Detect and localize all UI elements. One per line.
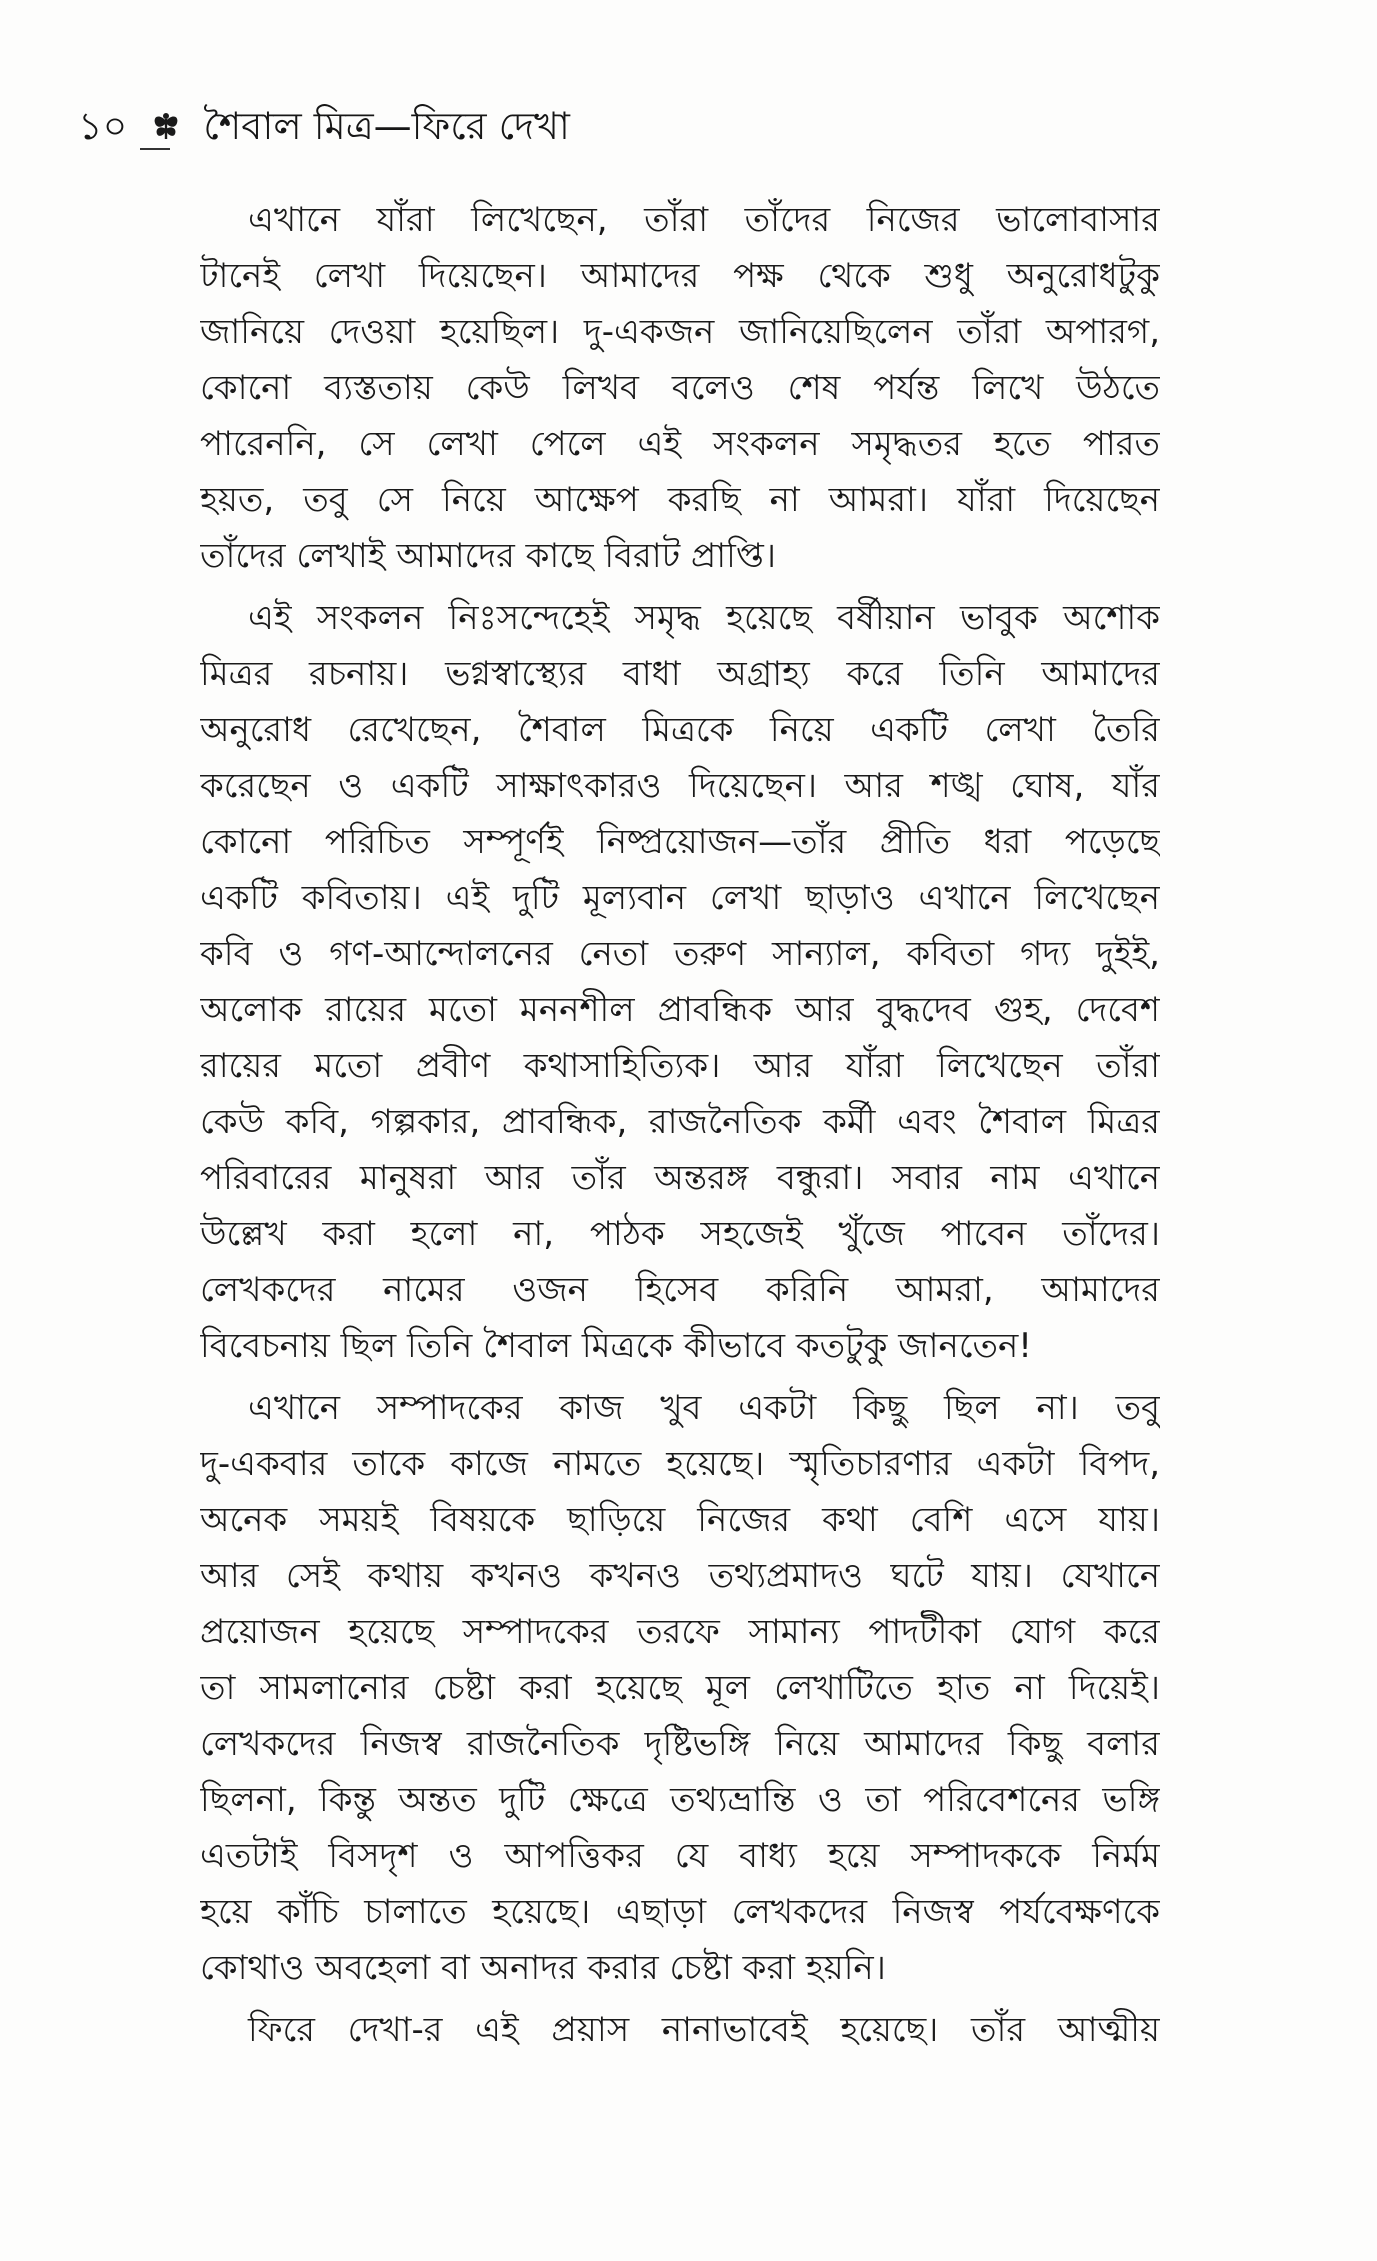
- text-line: মিত্রর রচনায়। ভগ্নস্বাস্থ্যের বাধা অগ্রাহ্য করে তিনি আমাদের: [200, 654, 1160, 694]
- leaf-ornament-icon: [149, 109, 183, 143]
- running-head: [78, 96, 570, 156]
- text-line: এতটাই বিসদৃশ ও আপত্তিকর যে বাধ্য হয়ে সম্পাদককে নির্মম: [200, 1836, 1160, 1876]
- text-line: দু-একবার তাকে কাজে নামতে হয়েছে। স্মৃতিচারণার একটা বিপদ,: [200, 1444, 1160, 1484]
- text-line: কোনো ব্যস্ততায় কেউ লিখব বলেও শেষ পর্যন্ত লিখে উঠতে: [200, 368, 1160, 408]
- text-line: এখানে সম্পাদকের কাজ খুব একটা কিছু ছিল না। তবু: [248, 1388, 1160, 1428]
- text-line: হয়ত, তবু সে নিয়ে আক্ষেপ করছি না আমরা। যাঁরা দিয়েছেন: [200, 480, 1160, 520]
- page-number: ১০: [78, 104, 128, 148]
- text-line: তাঁদের লেখাই আমাদের কাছে বিরাট প্রাপ্তি।: [200, 536, 776, 576]
- text-line: লেখকদের নিজস্ব রাজনৈতিক দৃষ্টিভঙ্গি নিয়ে আমাদের কিছু বলার: [200, 1724, 1160, 1764]
- text-line: জানিয়ে দেওয়া হয়েছিল। দু-একজন জানিয়েছিলেন তাঁরা অপারগ,: [200, 312, 1160, 352]
- text-line: একটি কবিতায়। এই দুটি মূল্যবান লেখা ছাড়াও এখানে লিখেছেন: [200, 878, 1160, 918]
- text-line: রায়ের মতো প্রবীণ কথাসাহিত্যিক। আর যাঁরা লিখেছেন তাঁরা: [200, 1046, 1160, 1086]
- text-line: পরিবারের মানুষরা আর তাঁর অন্তরঙ্গ বন্ধুরা। সবার নাম এখানে: [200, 1158, 1160, 1198]
- text-line: হয়ে কাঁচি চালাতে হয়েছে। এছাড়া লেখকদের নিজস্ব পর্যবেক্ষণকে: [200, 1892, 1160, 1932]
- text-line: অনুরোধ রেখেছেন, শৈবাল মিত্রকে নিয়ে একটি লেখা তৈরি: [200, 710, 1160, 750]
- text-line: ফিরে দেখা-র এই প্রয়াস নানাভাবেই হয়েছে। তাঁর আত্মীয়: [248, 2010, 1160, 2050]
- head-rule: [140, 148, 170, 150]
- text-line: তা সামলানোর চেষ্টা করা হয়েছে মূল লেখাটিতে হাত না দিয়েই।: [200, 1668, 1160, 1708]
- text-line: অনেক সময়ই বিষয়কে ছাড়িয়ে নিজের কথা বেশি এসে যায়।: [200, 1500, 1160, 1540]
- text-line: উল্লেখ করা হলো না, পাঠক সহজেই খুঁজে পাবেন তাঁদের।: [200, 1214, 1160, 1254]
- text-line: কেউ কবি, গল্পকার, প্রাবন্ধিক, রাজনৈতিক কর্মী এবং শৈবাল মিত্রর: [200, 1102, 1160, 1142]
- paragraph: [200, 1380, 1160, 1996]
- text-line: ছিলনা, কিন্তু অন্তত দুটি ক্ষেত্রে তথ্যভ্রান্তি ও তা পরিবেশনের ভঙ্গি: [200, 1780, 1160, 1820]
- paragraph: [200, 590, 1160, 1374]
- text-line: কোনো পরিচিত সম্পূর্ণই নিষ্প্রয়োজন—তাঁর প্রীতি ধরা পড়েছে: [200, 822, 1160, 862]
- text-line: বিবেচনায় ছিল তিনি শৈবাল মিত্রকে কীভাবে কতটুকু জানতেন!: [200, 1326, 1032, 1366]
- text-line: প্রয়োজন হয়েছে সম্পাদকের তরফে সামান্য পাদটীকা যোগ করে: [200, 1612, 1160, 1652]
- text-line: এই সংকলন নিঃসন্দেহেই সমৃদ্ধ হয়েছে বর্ষীয়ান ভাবুক অশোক: [248, 598, 1160, 638]
- text-line: করেছেন ও একটি সাক্ষাৎকারও দিয়েছেন। আর শঙ্খ ঘোষ, যাঁর: [200, 766, 1160, 806]
- text-line: লেখকদের নামের ওজন হিসেব করিনি আমরা, আমাদের: [200, 1270, 1160, 1310]
- text-line: এখানে যাঁরা লিখেছেন, তাঁরা তাঁদের নিজের ভালোবাসার: [248, 200, 1160, 240]
- text-line: পারেননি, সে লেখা পেলে এই সংকলন সমৃদ্ধতর হতে পারত: [200, 424, 1160, 464]
- text-line: আর সেই কথায় কখনও কখনও তথ্যপ্রমাদও ঘটে যায়। যেখানে: [200, 1556, 1160, 1596]
- text-line: কবি ও গণ-আন্দোলনের নেতা তরুণ সান্যাল, কবিতা গদ্য দুইই,: [200, 934, 1160, 974]
- text-line: টানেই লেখা দিয়েছেন। আমাদের পক্ষ থেকে শুধু অনুরোধটুকু: [200, 256, 1160, 296]
- body-text: [200, 192, 1160, 2064]
- text-line: কোথাও অবহেলা বা অনাদর করার চেষ্টা করা হয়নি।: [200, 1948, 886, 1988]
- paragraph: [200, 192, 1160, 584]
- text-line: অলোক রায়ের মতো মননশীল প্রাবন্ধিক আর বুদ্ধদেব গুহ, দেবেশ: [200, 990, 1160, 1030]
- paragraph: [200, 2002, 1160, 2058]
- running-title: শৈবাল মিত্র—ফিরে দেখা: [203, 104, 570, 148]
